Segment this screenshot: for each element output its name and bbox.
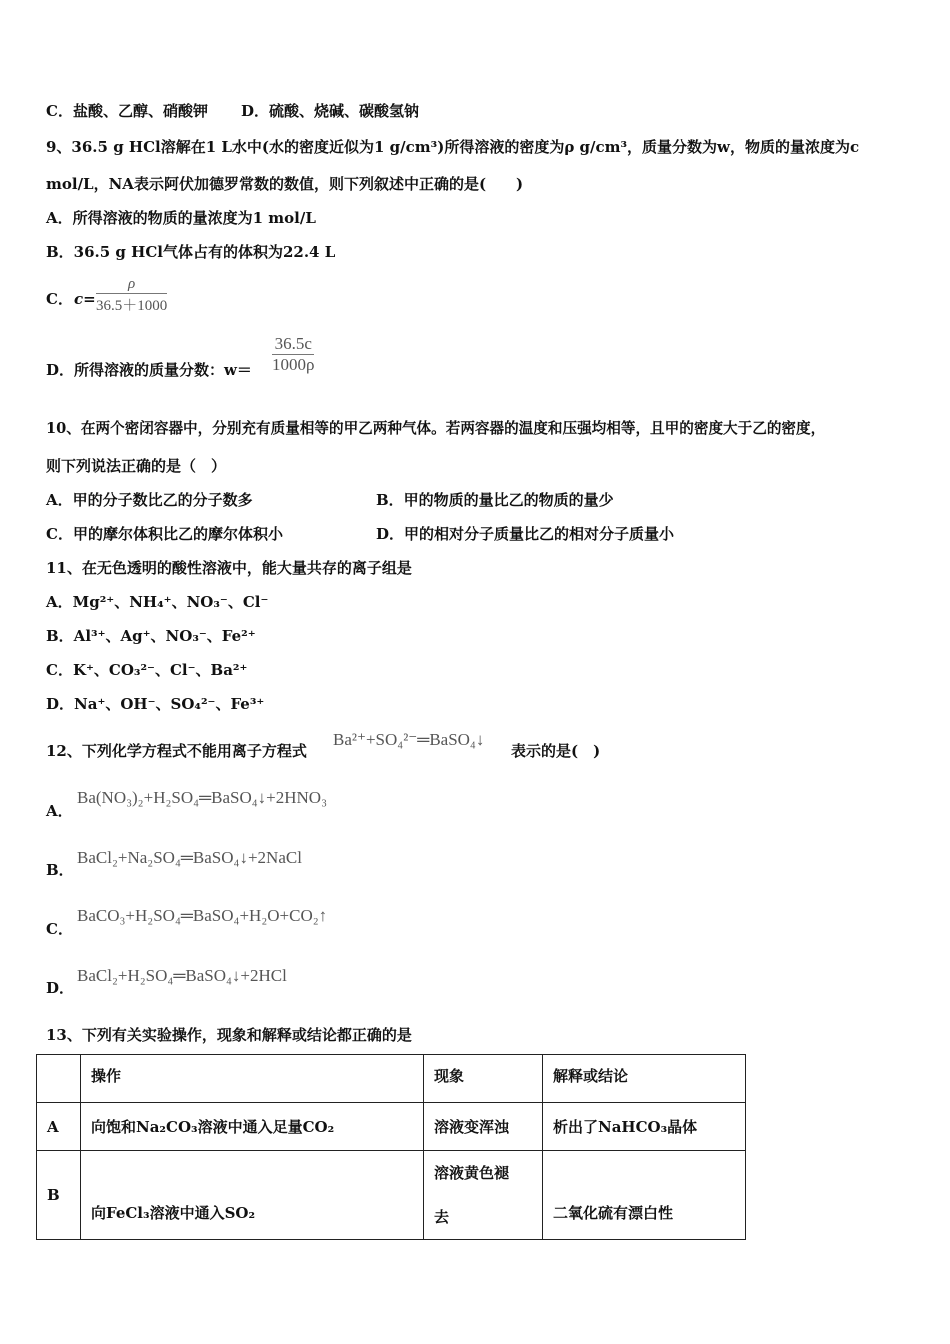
q9-option-d-label: D．所得溶液的质量分数：w＝ — [46, 361, 252, 379]
row-b-phenomenon-line2: 去 — [434, 1208, 450, 1226]
q12-ionic-equation: Ba²⁺+SO₄²⁻═BaSO₄↓ — [333, 730, 485, 749]
q9-option-b: B．36.5 g HCl气体占有的体积为22.4 L — [46, 243, 336, 261]
header-cell-operation: 操作 — [81, 1055, 424, 1103]
header-cell-id — [37, 1055, 81, 1103]
q12-option-d-label: D． — [46, 979, 75, 997]
q10-option-d: D．甲的相对分子质量比乙的相对分子质量小 — [376, 525, 675, 543]
q11-option-c: C．K⁺、CO₃²⁻、Cl⁻、Ba²⁺ — [46, 661, 248, 679]
table-header-row — [37, 1055, 746, 1103]
q9-option-c-var: c= — [74, 290, 96, 308]
q9-c-numerator: ρ — [96, 276, 167, 294]
header-cell-conclusion: 解释或结论 — [543, 1055, 746, 1103]
q13-experiment-table — [36, 1054, 746, 1240]
row-b-phenomenon — [424, 1151, 543, 1240]
row-b-id: B — [37, 1151, 81, 1240]
q9-option-a: A．所得溶液的物质的量浓度为1 mol/L — [46, 209, 316, 227]
row-a-operation: 向饱和Na₂CO₃溶液中通入足量CO₂ — [81, 1103, 424, 1151]
q10-option-c: C．甲的摩尔体积比乙的摩尔体积小 — [46, 525, 283, 543]
q12-option-a-label: A． — [46, 802, 73, 820]
q11-option-d: D．Na⁺、OH⁻、SO₄²⁻、Fe³⁺ — [46, 695, 265, 713]
row-a-conclusion: 析出了NaHCO₃晶体 — [543, 1103, 746, 1151]
q10-option-a: A．甲的分子数比乙的分子数多 — [46, 491, 253, 509]
q12-stem-pre: 12、下列化学方程式不能用离子方程式 — [46, 742, 307, 760]
q9-option-d-fraction — [272, 334, 314, 375]
q12-option-b-equation: BaCl₂+Na₂SO₄═BaSO₄↓+2NaCl — [77, 848, 302, 867]
q11-option-a: A．Mg²⁺、NH₄⁺、NO₃⁻、Cl⁻ — [46, 593, 269, 611]
q9-c-denominator: 36.5＋1000 — [96, 298, 168, 314]
q12-option-d-equation: BaCl₂+H₂SO₄═BaSO₄↓+2HCl — [77, 966, 287, 985]
q9-option-c-label: C． — [46, 290, 73, 308]
q11-stem: 11、在无色透明的酸性溶液中，能大量共存的离子组是 — [46, 559, 412, 577]
q11-option-b: B．Al³⁺、Ag⁺、NO₃⁻、Fe²⁺ — [46, 627, 256, 645]
q8-option-c: C．盐酸、乙醇、硝酸钾 — [46, 102, 208, 120]
q12-option-c-label: C． — [46, 920, 73, 938]
q12-option-b-label: B． — [46, 861, 74, 879]
q12-stem-post: 表示的是( ) — [511, 742, 601, 760]
q9-d-numerator: 36.5c — [272, 334, 314, 355]
q10-stem-line2: 则下列说法正确的是（ ） — [46, 457, 227, 475]
q10-option-b: B．甲的物质的量比乙的物质的量少 — [376, 491, 614, 509]
q9-stem-line2: mol/L，NA表示阿伏加德罗常数的数值，则下列叙述中正确的是( ) — [46, 175, 524, 193]
header-cell-phenomenon: 现象 — [424, 1055, 543, 1103]
q10-stem-line1: 10、在两个密闭容器中，分别充有质量相等的甲乙两种气体。若两容器的温度和压强均相等，且甲的密度大于乙的密度， — [46, 420, 826, 437]
q12-option-a-equation: Ba(NO₃)₂+H₂SO₄═BaSO₄↓+2HNO₃ — [77, 788, 327, 807]
q8-option-d: D．硫酸、烧碱、碳酸氢钠 — [241, 102, 420, 120]
q9-option-c-fraction — [96, 276, 167, 315]
q12-option-c-equation: BaCO₃+H₂SO₄═BaSO₄+H₂O+CO₂↑ — [77, 906, 328, 925]
row-b-phenomenon-line1: 溶液黄色褪 — [434, 1164, 510, 1182]
q13-stem: 13、下列有关实验操作，现象和解释或结论都正确的是 — [46, 1026, 412, 1044]
row-b-operation: 向FeCl₃溶液中通入SO₂ — [81, 1151, 424, 1240]
row-a-phenomenon: 溶液变浑浊 — [424, 1103, 543, 1151]
row-b-conclusion: 二氧化硫有漂白性 — [543, 1151, 746, 1240]
table-row — [37, 1151, 746, 1240]
row-a-id: A — [37, 1103, 81, 1151]
q9-stem-line1: 9、36.5 g HCl溶解在1 L水中(水的密度近似为1 g/cm³)所得溶液的密度为ρ g/cm³，质量分数为w，物质的量浓度为c — [46, 138, 860, 156]
table-row — [37, 1103, 746, 1151]
q9-d-denominator: 1000ρ — [272, 355, 315, 374]
